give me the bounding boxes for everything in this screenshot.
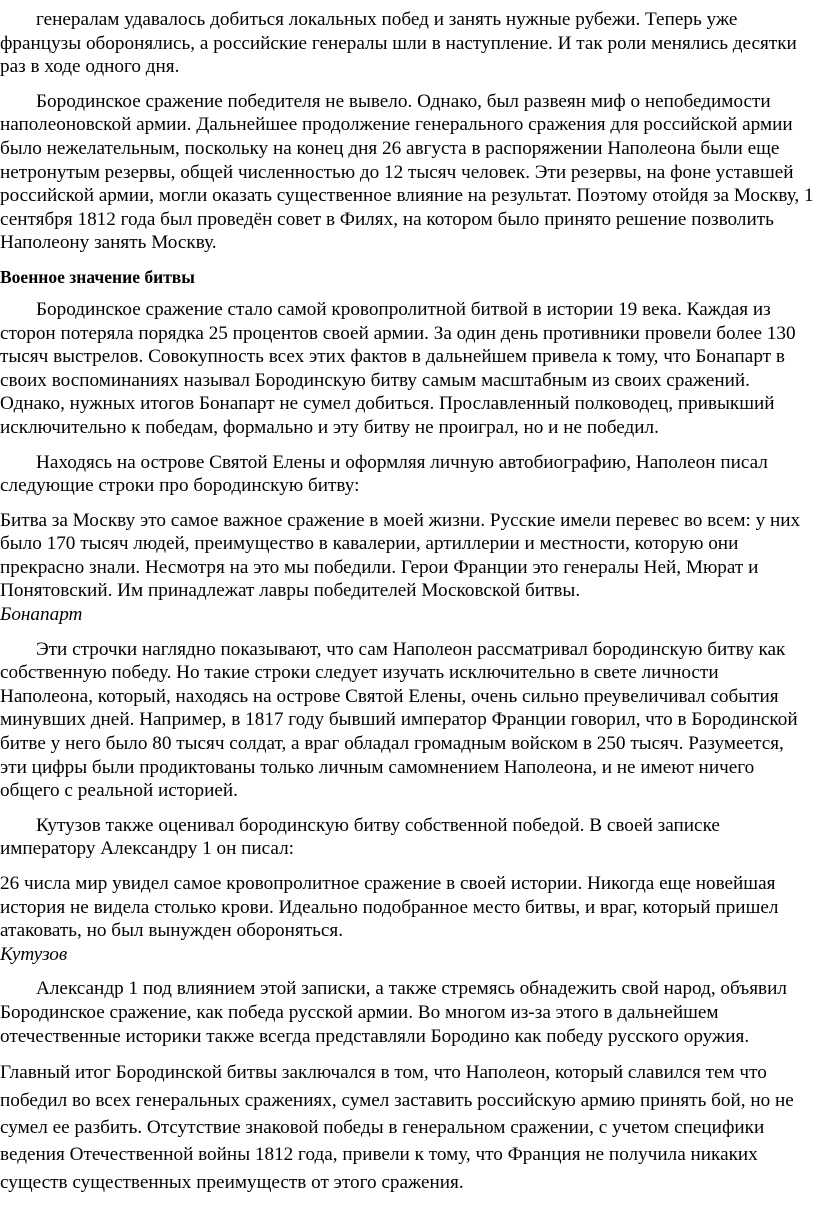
paragraph-kutuzov-intro: Кутузов также оценивал бородинскую битву собственной победой. В своей записке императору Александру 1 он писал: (0, 814, 720, 860)
quote-author-napoleon: Бонапарт (0, 604, 83, 626)
paragraph-main-result: Главный итог Бородинской битвы заключался в том, что Наполеон, который славился тем что победил во всех генеральных сражениях, сумел заставить российскую армию принять бой, но не сумел ее разбить. Отсутствие знаковой победы в генеральном сражении, с учетом специфики ведения Отечественной войны 1812 года, привели к тому, что Франция не получила никаких существ существенных преимуществ от этого сражения. (0, 1062, 794, 1193)
paragraph-local-victories: генералам удавалось добиться локальных побед и занять нужные рубежи. Теперь уже французы оборонялись, а российские генералы шли в наступление. И так роли менялись десятки раз в ходе одного дня. (0, 9, 797, 78)
paragraph-alexander: Александр 1 под влиянием этой записки, а также стремясь обнадежить свой народ, объявил Бородинское сражение, как победа русской армии. Во многом из-за этого в дальнейшем отечественные историки также всегда представляли Бородино как победу русского оружия. (0, 978, 787, 1047)
quote-author-kutuzov: Кутузов (0, 943, 68, 965)
paragraph-napoleon-intro: Находясь на острове Святой Елены и оформляя личную автобиографию, Наполеон писал следующие строки про бородинскую битву: (0, 451, 768, 497)
quote-napoleon: Битва за Москву это самое важное сражение в моей жизни. Русские имели перевес во всем: у них было 170 тысяч людей, преимущество в кавалерии, артиллерии и местности, которую они прекрасно знали. Несмотря на это мы победили. Герои Франции это генералы Ней, Мюрат и Понятовский. Им принадлежат лавры победителей Московской битвы. (0, 509, 801, 602)
paragraph-battle-outcome: Бородинское сражение победителя не вывело. Однако, был развеян миф о непобедимости наполеоновской армии. Дальнейшее продолжение генерального сражения для российской армии было нежелательным, поскольку на конец дня 26 августа в распоряжении Наполеона были еще нетронутым резервы, общей численностью до 12 тысяч человек. Эти резервы, на фоне уставшей российской армии, могли оказать существенное влияние на результат. Поэтому отойдя за Москву, 1 сентября 1812 года был проведён совет в Филях, на котором было принято решение позволить Наполеону занять Москву. (0, 90, 814, 254)
paragraph-military-significance: Бородинское сражение стало самой кровопролитной битвой в истории 19 века. Каждая из сторон потеряла порядка 25 процентов своей армии. За один день противники провели более 130 тысяч выстрелов. Совокупность всех этих фактов в дальнейшем привела к тому, что Бонапарт в своих воспоминаниях называл Бородинскую битву самым масштабным из своих сражений. Однако, нужных итогов Бонапарт не сумел добиться. Прославленный полководец, привыкший исключительно к победам, формально и эту битву не проиграл, но и не победил. (0, 298, 796, 438)
paragraph-napoleon-analysis: Эти строчки наглядно показывают, что сам Наполеон рассматривал бородинскую битву как собственную победу. Но такие строки следует изучать исключительно в свете личности Наполеона, который, находясь на острове Святой Елены, очень сильно преувеличивал события минувших дней. Например, в 1817 году бывший император Франции говорил, что в Бородинской битве у него было 80 тысяч солдат, а враг обладал громадным войском в 250 тысяч. Разумеется, эти цифры были продиктованы только личным самомнением Наполеона, и не имеют ничего общего с реальной историей. (0, 638, 798, 802)
quote-kutuzov: 26 числа мир увидел самое кровопролитное сражение в своей истории. Никогда еще новейшая история не видела столько крови. Идеально подобранное место битвы, и враг, который пришел атаковать, но был вынужден обороняться. (0, 873, 779, 942)
section-heading: Военное значение битвы (0, 266, 195, 287)
